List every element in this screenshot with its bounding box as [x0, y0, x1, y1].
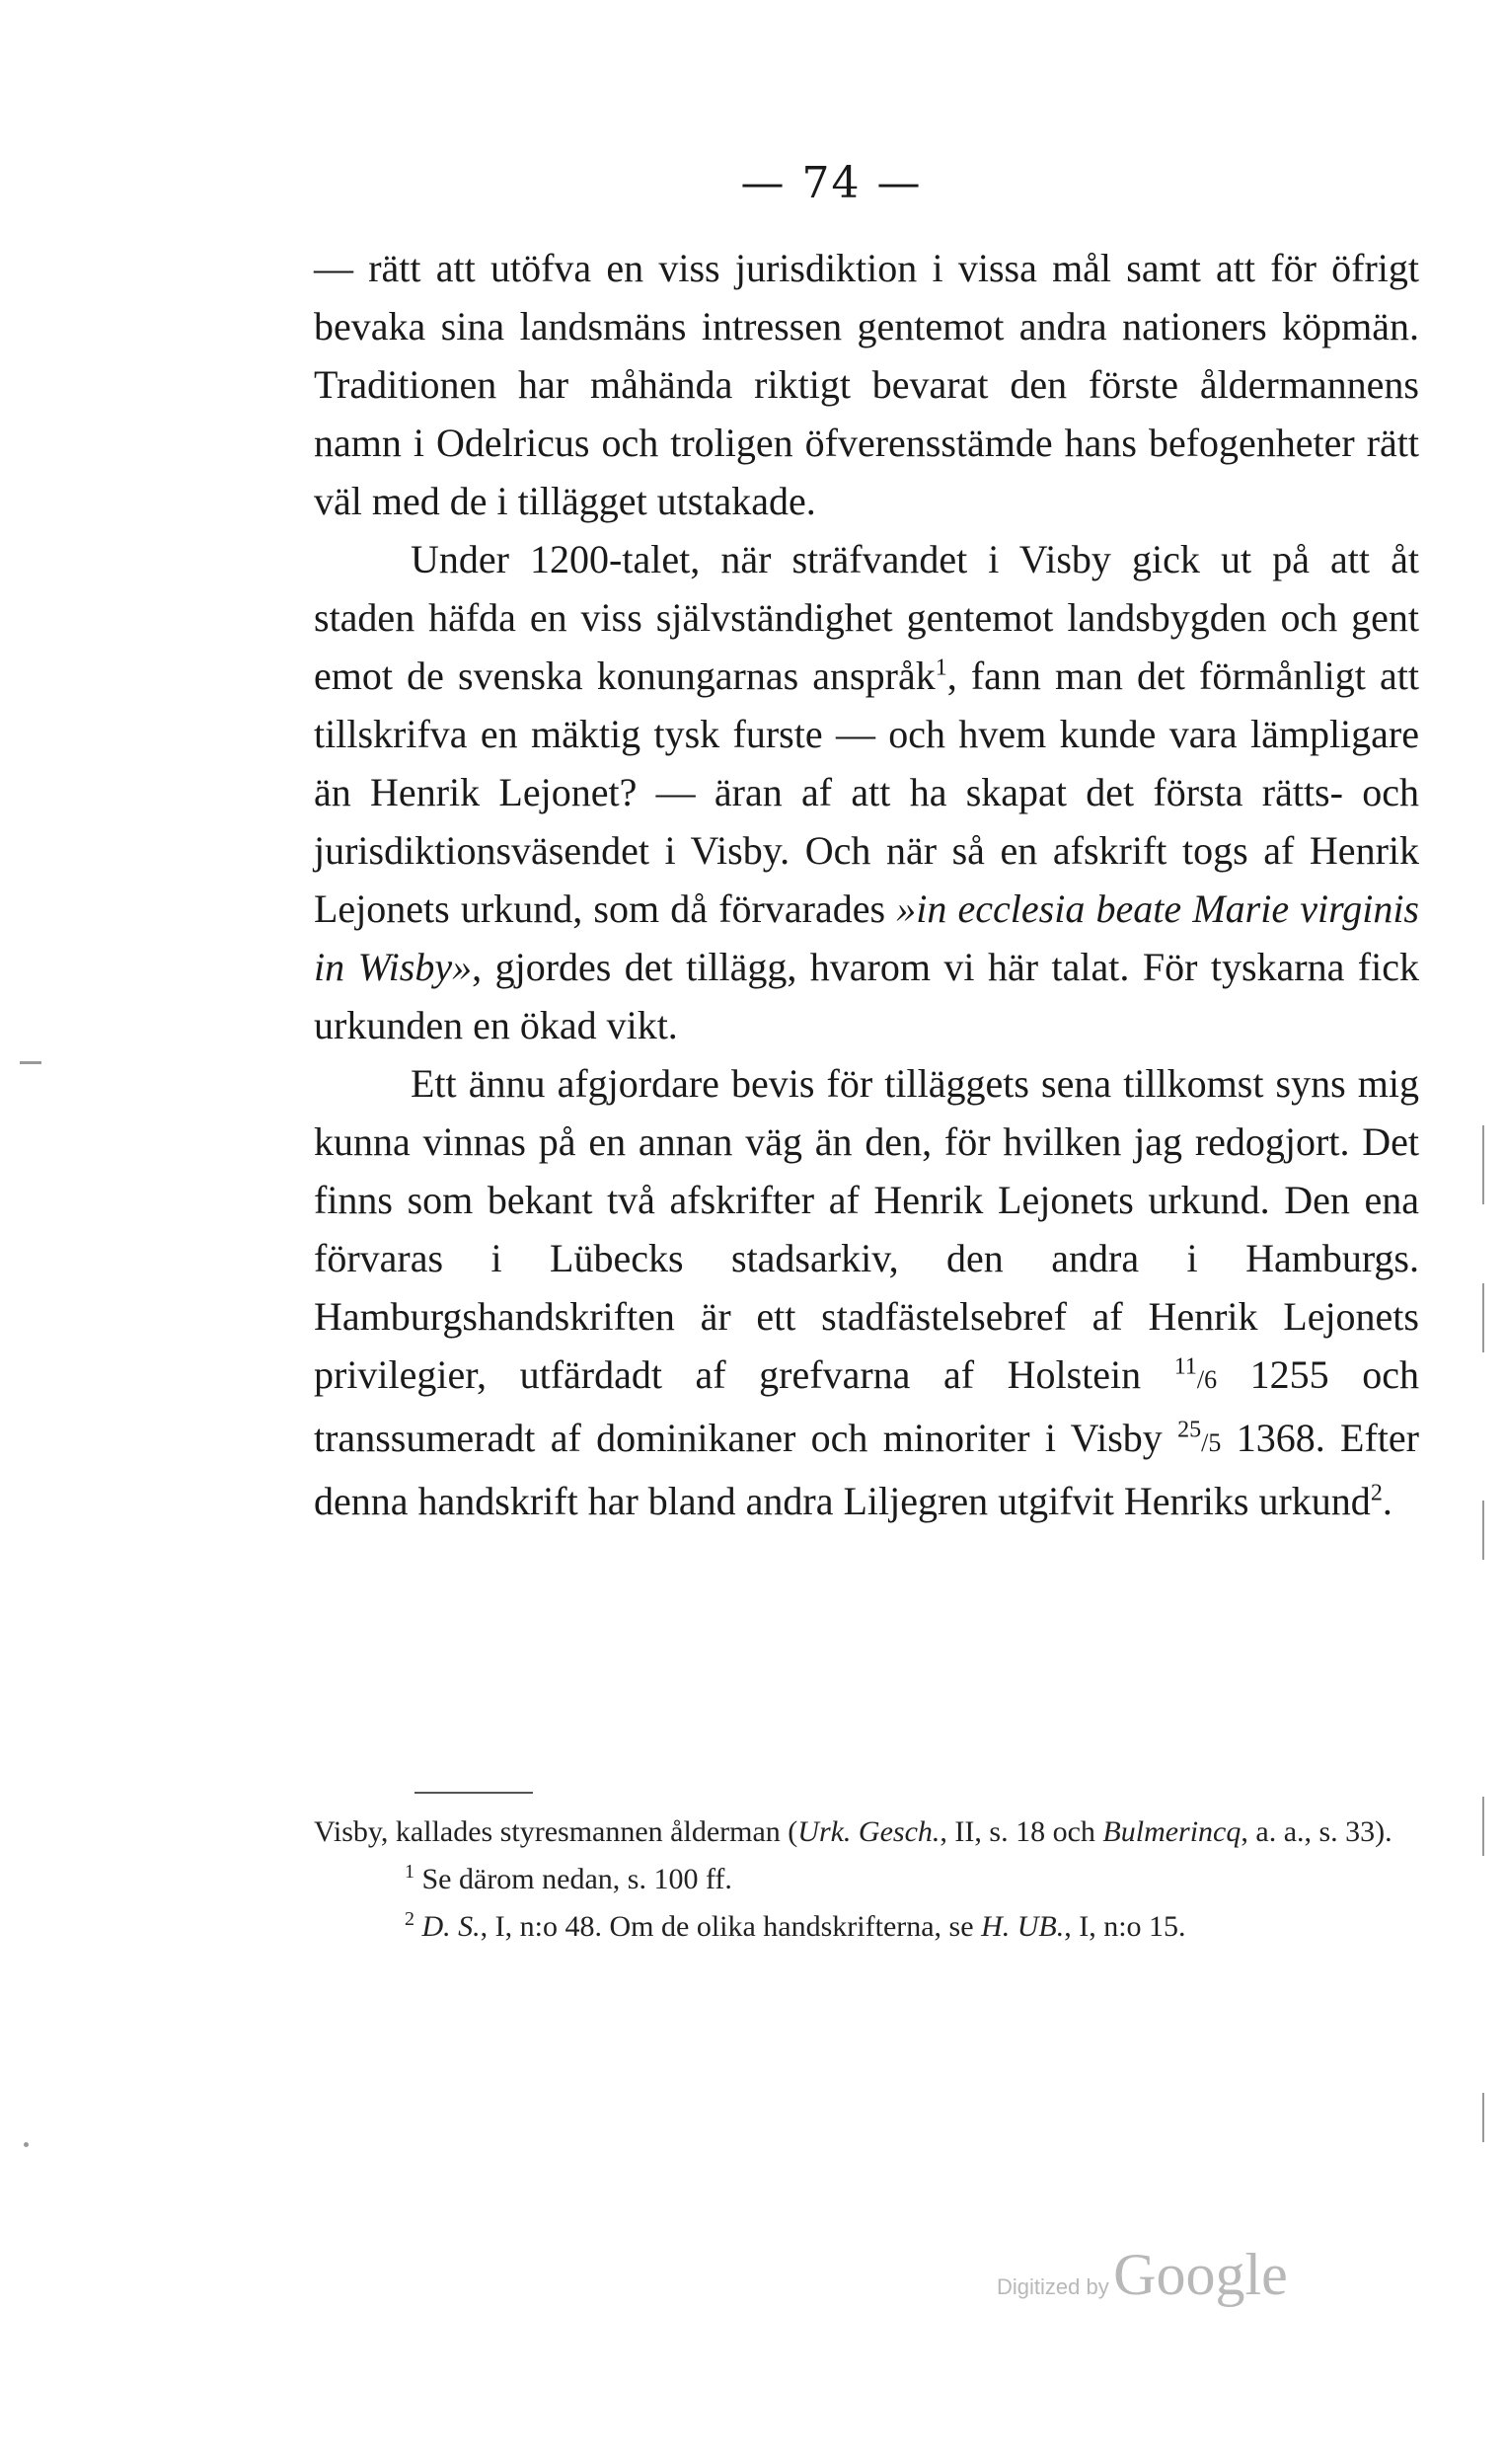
latin-quote: »in ecclesia beate Marie virginis in Wisby»: [314, 886, 1420, 989]
footnote-2: [314, 1903, 1419, 1951]
date-day: 25: [1177, 1417, 1202, 1443]
paragraph-2: [314, 530, 1419, 1054]
paragraph-3-part: Efter denna handskrift har bland andra Liljegren utgifvit Henriks urkund: [314, 1416, 1419, 1523]
paragraph-3-part: Ett ännu afgjordare bevis för tilläggets sena tillkomst syns mig kunna vinnas på en annan väg än den, för hvilken jag redogjort. Det finns som bekant två afskrifter af Henrik Lejonets urkund. Den ena förvaras i Lübecks stadsarkiv, den andra i Hamburgs. Hamburgshandskriften är ett stadfästelsebref af Henrik Lejonets privilegier, utfärdadt af grefvarna af Holstein: [314, 1061, 1419, 1397]
paragraph-3: [314, 1054, 1419, 1530]
footnote-ref-2: 2: [1370, 1480, 1383, 1506]
date-year: 1368.: [1221, 1416, 1325, 1460]
paragraph-2-part: , fann man det förmånligt att tillskrifva en mäktig tysk furste — och hvem kunde vara lämpligare än Henrik Lejonet? — äran af att ha skapat det första rätts- och jurisdiktionsväsendet i Visby. Och när så en afskrift togs af Henrik Lejonets urkund, som då förvarades: [314, 654, 1419, 931]
google-logo: Google: [1113, 2242, 1288, 2307]
date-month: /5: [1201, 1428, 1222, 1457]
footnote-citation: H. UB.: [981, 1910, 1065, 1943]
footnote-marker: 1: [405, 1861, 414, 1883]
paragraph-2-part: Under 1200-talet, när sträfvandet i Visby gick ut på att åt staden häfda en viss självständighet gentemot landsbygden och gent emot de svenska konungarnas anspråk: [314, 537, 1419, 698]
footnote-marker: 2: [405, 1908, 414, 1930]
margin-mark: [1482, 1501, 1484, 1560]
footnote-1: [314, 1856, 1419, 1903]
watermark-prefix: Digitized by: [997, 2274, 1109, 2299]
page-number: — 74 —: [740, 158, 923, 208]
margin-mark: [1482, 2093, 1484, 2142]
footnote-text: , I, n:o 15.: [1064, 1910, 1186, 1943]
footnote-continued: [314, 1809, 1419, 1856]
margin-mark: [24, 2142, 29, 2147]
paragraph-3-part: och transsumeradt af dominikaner och minoriter i Visby: [314, 1352, 1419, 1460]
footnote-citation: Urk. Gesch.: [797, 1815, 941, 1848]
footnote-text: Se därom nedan, s. 100 ff.: [414, 1863, 732, 1895]
footnote-ref-1: 1: [935, 654, 947, 681]
margin-mark: [1482, 1125, 1484, 1204]
footnote-text: , a. a., s. 33).: [1241, 1815, 1392, 1848]
digitized-watermark: [997, 2241, 1288, 2309]
footnote-citation: Bulmerincq: [1102, 1815, 1242, 1848]
footnote-text: , II, s. 18 och: [940, 1815, 1103, 1848]
date-year: 1255: [1217, 1352, 1329, 1397]
paragraph-2-part: , gjordes det tillägg, hvarom vi här talat. För tyskarna fick urkunden en ökad vikt.: [314, 945, 1419, 1047]
footnote-rule: [414, 1792, 533, 1794]
body-text: [314, 239, 1419, 1530]
margin-mark: [20, 1061, 41, 1064]
footnote-citation: D. S.: [421, 1910, 481, 1943]
paragraph-3-end: .: [1382, 1479, 1392, 1523]
margin-mark: [1482, 1283, 1484, 1352]
footnote-text: , I, n:o 48. Om de olika handskrifterna, se: [480, 1910, 982, 1943]
footnote-text: Visby, kallades styresmannen ålderman (: [314, 1815, 798, 1848]
footnotes: [314, 1809, 1419, 1951]
date-month: /6: [1196, 1365, 1218, 1394]
paragraph-1: — rätt att utöfva en viss jurisdiktion i vissa mål samt att för öfrigt bevaka sina landsmäns intressen gentemot andra nationers köpmän. Traditionen har måhända riktigt bevarat den förste åldermannens namn i Odelricus och troligen öfverensstämde hans befogenheter rätt väl med de i tillägget utstakade.: [314, 246, 1419, 523]
margin-mark: [1482, 1797, 1484, 1856]
date-day: 11: [1173, 1353, 1197, 1380]
